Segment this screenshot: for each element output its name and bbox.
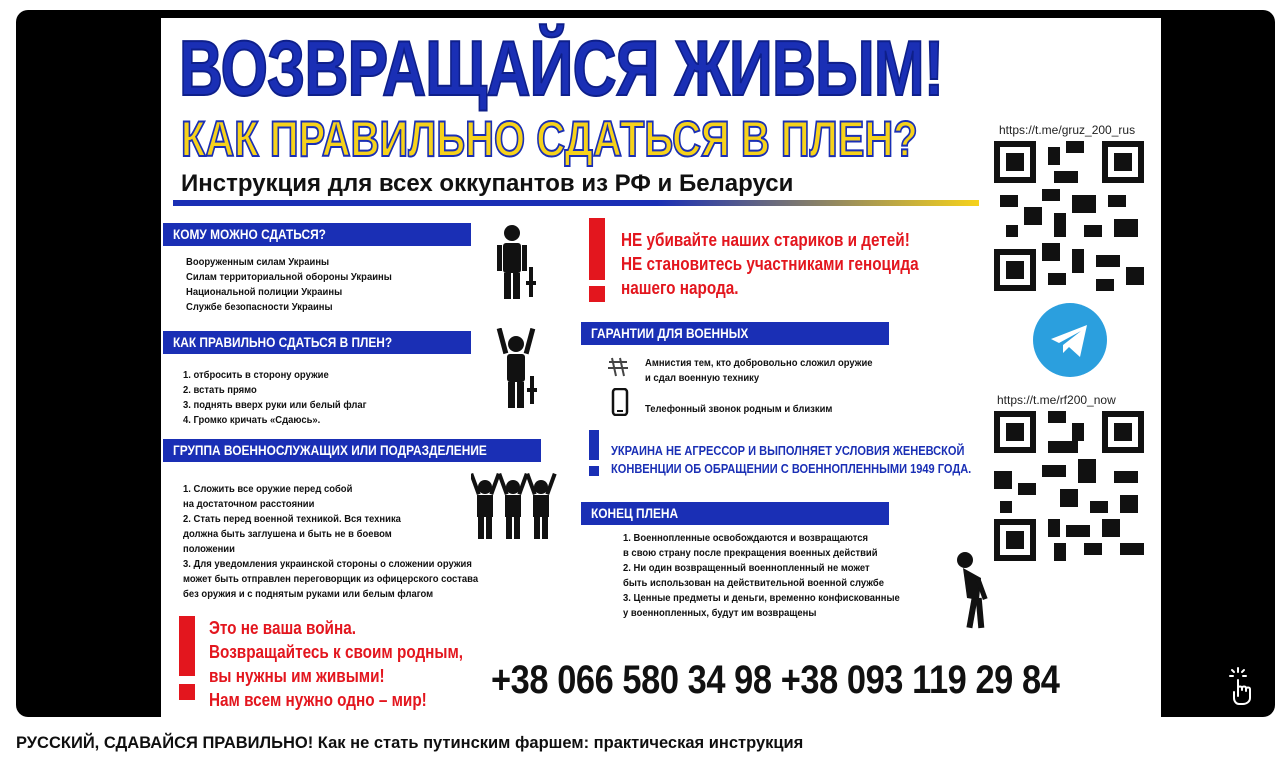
list-item: положении [183, 543, 235, 555]
end-captivity-list [623, 531, 931, 621]
warning-line: НЕ убивайте наших стариков и детей! [621, 230, 910, 250]
geneva-statement [611, 442, 1035, 478]
top-warning [621, 228, 971, 300]
exclamation-dot [589, 466, 599, 476]
list-item: должна быть заглушена и быть не в боевом [183, 528, 392, 540]
phone-call-text [645, 402, 853, 417]
warning-line: Возвращайтесь к своим родным, [209, 642, 464, 662]
end-captivity-title-text: КОНЕЦ ПЛЕНА [591, 505, 679, 521]
statement-line: КОНВЕНЦИИ ОБ ОБРАЩЕНИИ С ВОЕННОПЛЕННЫМИ 1949 ГОДА. [611, 461, 972, 476]
statement-line: УКРАИНА НЕ АГРЕССОР И ВЫПОЛНЯЕТ УСЛОВИЯ ЖЕНЕВСКОЙ [611, 443, 965, 458]
list-item: 4. Громко кричать «Сдаюсь». [183, 414, 321, 426]
list-item: 1. Военнопленные освобождаются и возвращаются [623, 532, 869, 544]
section-who-list [186, 255, 415, 315]
exclamation-icon [179, 616, 195, 676]
list-item: 2. Ни один возвращенный военнопленный не может [623, 562, 870, 574]
list-item: Службе безопасности Украины [186, 301, 333, 313]
video-title[interactable]: РУССКИЙ, СДАВАЙСЯ ПРАВИЛЬНО! Как не стать путинским фаршем: практическая инструкция [16, 734, 804, 752]
section-how-title-text: КАК ПРАВИЛЬНО СДАТЬСЯ В ПЛЕН? [173, 334, 393, 350]
list-item: может быть отправлен переговорщик из офицерского состава [183, 573, 479, 585]
section-who-title-text: КОМУ МОЖНО СДАТЬСЯ? [173, 226, 326, 242]
list-item: 3. поднять вверх руки или белый флаг [183, 399, 367, 411]
list-item: 1. отбросить в сторону оружие [183, 369, 329, 381]
list-item: в свою страну после прекращения военных действий [623, 547, 878, 559]
list-item: 2. встать прямо [183, 384, 257, 396]
bottom-warning [209, 616, 508, 712]
list-item: 1. Сложить все оружие перед собой [183, 483, 353, 495]
exclamation-icon [589, 218, 605, 280]
warning-line: НЕ становитесь участниками геноцида [621, 254, 919, 274]
list-item: 3. Ценные предметы и деньги, временно конфискованные [623, 592, 900, 604]
warning-line: нашего народа. [621, 278, 739, 298]
section-who-title [163, 223, 471, 246]
list-item: 2. Стать перед военной техникой. Вся техника [183, 513, 401, 525]
exclamation-dot [589, 286, 605, 302]
phone-icon [611, 388, 629, 416]
guarantees-title [581, 322, 889, 345]
poster-headline: ВОЗВРАЩАЙСЯ ЖИВЫМ! [179, 24, 944, 112]
list-item: без оружия и с поднятым руками или белым флагом [183, 588, 434, 600]
flag-divider [173, 200, 979, 206]
video-player[interactable] [16, 10, 1275, 717]
section-group-list [183, 482, 511, 602]
warning-line: Нам всем нужно одно – мир! [209, 690, 427, 710]
list-item: Национальной полиции Украины [186, 286, 343, 298]
warning-line: Это не ваша война. [209, 618, 356, 638]
surrender-icon [496, 328, 540, 408]
no-weapon-icon [606, 354, 630, 378]
list-item: Силам территориальной обороны Украины [186, 271, 392, 283]
telegram-icon [1033, 303, 1107, 377]
section-group-title [163, 439, 541, 462]
poster-instruction: Инструкция для всех оккупантов из РФ и Беларуси [181, 170, 794, 197]
list-item: быть использован на действительной военной службе [623, 577, 885, 589]
poster-subhead: КАК ПРАВИЛЬНО СДАТЬСЯ В ПЛЕН? [181, 111, 918, 167]
guarantees-title-text: ГАРАНТИИ ДЛЯ ВОЕННЫХ [591, 325, 749, 341]
section-group-title-text: ГРУППА ВОЕННОСЛУЖАЩИХ ИЛИ ПОДРАЗДЕЛЕНИЕ [173, 442, 487, 458]
list-item: Вооруженным силам Украины [186, 256, 330, 268]
qr-code-icon [994, 411, 1144, 561]
telegram-link-1: https://t.me/gruz_200_rus [999, 123, 1136, 137]
section-how-list [183, 368, 387, 428]
list-item: на достаточном расстоянии [183, 498, 315, 510]
list-item: Телефонный звонок родным и близким [645, 403, 833, 415]
exclamation-dot [179, 684, 195, 700]
hand-cursor-icon [1226, 666, 1260, 706]
exclamation-icon [589, 430, 599, 460]
group-surrender-icon [471, 473, 557, 541]
video-frame [161, 18, 1161, 717]
telegram-link-2: https://t.me/rf200_now [997, 393, 1116, 407]
warning-line: вы нужны им живыми! [209, 666, 385, 686]
end-captivity-title [581, 502, 889, 525]
list-item: Амнистия тем, кто добровольно сложил оружие [645, 357, 873, 369]
qr-code-icon [994, 141, 1144, 291]
amnesty-text [645, 356, 898, 386]
list-item: и сдал военную технику [645, 372, 760, 384]
phone-numbers: +38 066 580 34 98 +38 093 119 29 84 [491, 658, 1060, 702]
section-how-title [163, 331, 471, 354]
list-item: 3. Для уведомления украинской стороны о сложении оружия [183, 558, 472, 570]
list-item: у военнопленных, будут им возвращены [623, 607, 817, 619]
soldier-icon [494, 223, 538, 301]
